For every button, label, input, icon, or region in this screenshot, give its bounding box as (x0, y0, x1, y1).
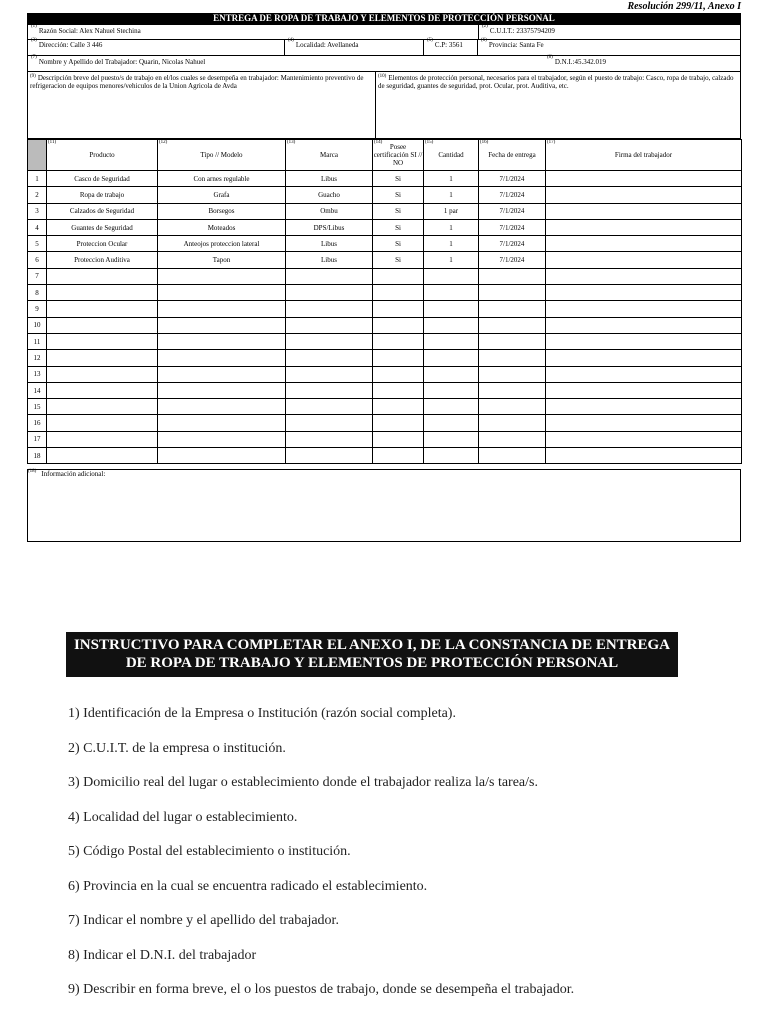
table-cell (158, 285, 286, 301)
table-cell (286, 448, 373, 464)
table-cell (286, 268, 373, 284)
table-cell (546, 187, 742, 203)
header-row-3 (27, 56, 741, 72)
table-cell: Si (373, 187, 424, 203)
row-number: 10 (28, 317, 47, 333)
table-cell (424, 415, 479, 431)
table-cell (158, 350, 286, 366)
table-cell (424, 333, 479, 349)
table-cell (158, 448, 286, 464)
table-cell (158, 268, 286, 284)
row-number: 4 (28, 219, 47, 235)
table-cell (286, 399, 373, 415)
table-cell: Tapon (158, 252, 286, 268)
table-row (28, 415, 742, 431)
table-cell (546, 285, 742, 301)
table-cell: Calzados de Seguridad (47, 203, 158, 219)
table-cell (47, 415, 158, 431)
table-cell: Borsegos (158, 203, 286, 219)
col-header-producto: (11) Producto (47, 140, 158, 171)
table-cell (424, 317, 479, 333)
localidad-field: $^{(4)}$Localidad: Avellaneda (284, 39, 423, 55)
table-cell (286, 301, 373, 317)
table-cell (373, 285, 424, 301)
table-cell (546, 415, 742, 431)
table-row (28, 203, 742, 219)
table-cell (373, 350, 424, 366)
row-number: 8 (28, 285, 47, 301)
table-cell: 1 (424, 236, 479, 252)
col-header-fecha: (16) Fecha de entrega (479, 140, 546, 171)
table-cell: 7/1/2024 (479, 252, 546, 268)
table-row (28, 301, 742, 317)
table-cell (373, 415, 424, 431)
instructivo-title: INSTRUCTIVO PARA COMPLETAR EL ANEXO I, DE LA CONSTANCIA DE ENTREGA DE ROPA DE TRABAJO Y ELEMENTOS DE PROTECCIÓN PERSONAL (66, 632, 678, 677)
table-cell: Grafa (158, 187, 286, 203)
row-number: 11 (28, 333, 47, 349)
table-cell (158, 431, 286, 447)
table-cell (47, 268, 158, 284)
table-cell: 1 (424, 187, 479, 203)
table-cell: Guantes de Seguridad (47, 219, 158, 235)
table-cell: Proteccion Ocular (47, 236, 158, 252)
table-cell: 7/1/2024 (479, 203, 546, 219)
header-row-1 (27, 24, 741, 40)
table-cell (47, 317, 158, 333)
table-row (28, 187, 742, 203)
row-number: 14 (28, 382, 47, 398)
row-number: 16 (28, 415, 47, 431)
table-cell (47, 382, 158, 398)
instructivo-item: 4) Localidad del lugar o establecimiento. (68, 809, 298, 825)
table-cell: 7/1/2024 (479, 219, 546, 235)
col-header-tipo: (12) Tipo // Modelo (158, 140, 286, 171)
table-cell (158, 301, 286, 317)
table-cell (479, 268, 546, 284)
resolution-label: Resolución 299/11, Anexo I (627, 1, 741, 12)
table-cell (424, 285, 479, 301)
table-cell (286, 415, 373, 431)
table-cell (47, 350, 158, 366)
table-cell (286, 382, 373, 398)
table-cell (546, 350, 742, 366)
table-cell (373, 382, 424, 398)
row-number: 7 (28, 268, 47, 284)
table-cell: Si (373, 219, 424, 235)
table-cell (373, 399, 424, 415)
table-cell (47, 285, 158, 301)
table-cell (479, 448, 546, 464)
row-number: 12 (28, 350, 47, 366)
table-cell (479, 301, 546, 317)
table-cell: 1 (424, 252, 479, 268)
col-header-marca: (13) Marca (286, 140, 373, 171)
table-cell (373, 448, 424, 464)
table-row (28, 285, 742, 301)
table-cell (424, 301, 479, 317)
table-cell (546, 431, 742, 447)
row-number: 1 (28, 171, 47, 187)
cp-field: $^{(5)}$C.P: 3561 (423, 39, 477, 55)
table-cell (479, 333, 546, 349)
instructivo-item: 2) C.U.I.T. de la empresa o institución. (68, 740, 286, 756)
row-number: 5 (28, 236, 47, 252)
additional-info-label: Información adicional: (41, 470, 106, 478)
table-cell (546, 219, 742, 235)
instructivo-item: 1) Identificación de la Empresa o Institución (razón social completa). (68, 706, 456, 721)
table-cell: 1 (424, 171, 479, 187)
row-number: 3 (28, 203, 47, 219)
table-cell: Libus (286, 236, 373, 252)
table-cell: Si (373, 236, 424, 252)
items-body (28, 171, 742, 464)
table-cell (479, 317, 546, 333)
cuit-field: $^{(2)}$C.U.I.T.: 23375794209 (478, 25, 740, 39)
table-cell (47, 366, 158, 382)
table-cell: Si (373, 252, 424, 268)
table-cell (424, 268, 479, 284)
instructivo-item: 8) Indicar el D.N.I. del trabajador (68, 947, 257, 963)
instructivo-item: 6) Provincia en la cual se encuentra radicado el establecimiento. (68, 878, 428, 894)
epp-description: $^{(10)}$ Elementos de protección personal, necesarios para el trabajador, según el puesto de trabajo: Casco, ropa de trabajo, calzado de seguridad, guantes de seguridad, prot. Ocular, prot. Auditiva, etc. (378, 74, 734, 90)
form-title: ENTREGA DE ROPA DE TRABAJO Y ELEMENTOS DE PROTECCIÓN PERSONAL (27, 13, 741, 24)
row-number: 17 (28, 431, 47, 447)
table-row (28, 268, 742, 284)
table-cell (286, 333, 373, 349)
table-cell: Ombu (286, 203, 373, 219)
table-cell (286, 285, 373, 301)
table-cell: 7/1/2024 (479, 187, 546, 203)
table-cell (546, 252, 742, 268)
table-row (28, 399, 742, 415)
table-cell (47, 333, 158, 349)
razon-social-field: $^{(1)}$Razón Social: Alex Nahuel Stechina (31, 24, 141, 35)
table-cell: Guacho (286, 187, 373, 203)
table-cell (479, 285, 546, 301)
table-cell: 7/1/2024 (479, 171, 546, 187)
direccion-field: $^{(3)}$Dirección: Calle 3 446 (31, 38, 103, 49)
table-cell (158, 415, 286, 431)
table-cell (546, 448, 742, 464)
table-row (28, 350, 742, 366)
table-cell (546, 268, 742, 284)
table-cell (479, 350, 546, 366)
puesto-description: $^{(9)}$ Descripción breve del puesto/s de trabajo en el/los cuales se desempeña en trabajador: Mantenimiento preventivo de refrigeracion de equipos menores/vehiculos de la Union Agricola de Avda (28, 72, 376, 138)
header-row-2 (27, 39, 741, 56)
items-table (27, 139, 742, 464)
table-cell (546, 203, 742, 219)
table-cell: Ropa de trabajo (47, 187, 158, 203)
provincia-field: $^{(6)}$Provincia: Santa Fe (477, 39, 740, 55)
table-row (28, 252, 742, 268)
table-cell (158, 382, 286, 398)
table-cell: Anteojos proteccion lateral (158, 236, 286, 252)
table-cell (546, 171, 742, 187)
row-number: 13 (28, 366, 47, 382)
instructivo-item: 7) Indicar el nombre y el apellido del trabajador. (68, 913, 339, 928)
table-cell: 1 par (424, 203, 479, 219)
table-cell (546, 333, 742, 349)
table-cell (424, 448, 479, 464)
table-cell (286, 431, 373, 447)
table-cell (479, 399, 546, 415)
row-number-header (28, 140, 47, 171)
table-cell: 1 (424, 219, 479, 235)
row-number: 2 (28, 187, 47, 203)
table-cell (286, 317, 373, 333)
table-cell (479, 382, 546, 398)
table-cell (47, 399, 158, 415)
table-cell (546, 317, 742, 333)
row-number: 9 (28, 301, 47, 317)
additional-info-box: $^{(18)}$ Información adicional: (27, 469, 741, 542)
table-row (28, 219, 742, 235)
table-row (28, 431, 742, 447)
table-cell (546, 366, 742, 382)
table-cell (47, 448, 158, 464)
table-cell (424, 350, 479, 366)
table-cell (286, 366, 373, 382)
table-cell (47, 431, 158, 447)
table-cell (546, 236, 742, 252)
table-cell (424, 399, 479, 415)
table-cell (546, 301, 742, 317)
table-cell (424, 382, 479, 398)
table-row (28, 366, 742, 382)
table-cell (479, 366, 546, 382)
table-cell (158, 333, 286, 349)
col-header-firma: (17) Firma del trabajador (546, 140, 742, 171)
table-cell: Proteccion Auditiva (47, 252, 158, 268)
table-cell (424, 431, 479, 447)
col-header-cantidad: (15) Cantidad (424, 140, 479, 171)
table-cell (286, 350, 373, 366)
table-cell (158, 366, 286, 382)
instructivo-list (68, 706, 748, 1017)
table-cell (479, 415, 546, 431)
table-cell: Si (373, 203, 424, 219)
table-cell: Casco de Seguridad (47, 171, 158, 187)
table-cell (373, 431, 424, 447)
table-row (28, 333, 742, 349)
table-row (28, 236, 742, 252)
table-cell: Si (373, 171, 424, 187)
table-row (28, 382, 742, 398)
table-cell: Moteados (158, 219, 286, 235)
table-cell (373, 366, 424, 382)
table-cell (479, 431, 546, 447)
col-header-certificacion: (14) Posee certificación SI // NO (373, 140, 424, 171)
table-row (28, 448, 742, 464)
table-header-row (28, 140, 742, 171)
table-cell: Libus (286, 252, 373, 268)
instructivo-item: 5) Código Postal del establecimiento o institución. (68, 844, 351, 859)
table-cell (373, 317, 424, 333)
table-cell (373, 268, 424, 284)
description-row (27, 72, 741, 139)
table-cell (47, 301, 158, 317)
table-cell (158, 317, 286, 333)
table-cell: Con arnes regulable (158, 171, 286, 187)
table-row (28, 317, 742, 333)
table-cell: DPS/Libus (286, 219, 373, 235)
table-cell: 7/1/2024 (479, 236, 546, 252)
instructivo-item: 9) Describir en forma breve, el o los puestos de trabajo, donde se desempeña el trabajador. (68, 982, 575, 997)
table-cell (373, 301, 424, 317)
table-cell: Libus (286, 171, 373, 187)
row-number: 18 (28, 448, 47, 464)
table-cell (546, 399, 742, 415)
table-row (28, 171, 742, 187)
table-cell (424, 366, 479, 382)
row-number: 15 (28, 399, 47, 415)
table-cell (158, 399, 286, 415)
table-cell (373, 333, 424, 349)
dni-field: $^{(8)}$D.N.I.:45.342.019 (547, 55, 606, 66)
table-cell (546, 382, 742, 398)
nombre-field: $^{(7)}$Nombre y Apellido del Trabajador: Quarin, Nicolas Nahuel (31, 55, 206, 66)
row-number: 6 (28, 252, 47, 268)
instructivo-item: 3) Domicilio real del lugar o establecimiento donde el trabajador realiza la/s tarea/s. (68, 775, 538, 790)
